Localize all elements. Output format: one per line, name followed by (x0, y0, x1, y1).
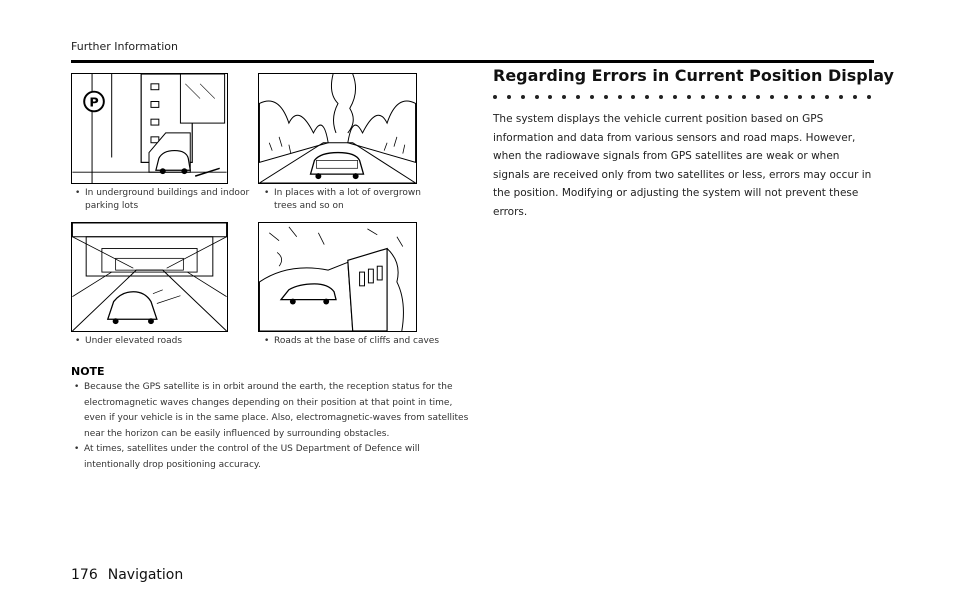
note-heading: NOTE (71, 365, 105, 378)
section-title: Regarding Errors in Current Position Display (493, 66, 894, 85)
note-item: • Because the GPS satellite is in orbit around the earth, the reception status for the electromagnetic waves changes depending on their position at that point in time, even if your vehicle is in the same place. Also, electromagnetic-waves from satellites near the horizon can be easily influenced by surrounding obstacles. (71, 380, 471, 442)
figure-cliff-road (258, 222, 417, 332)
forest-road-illustration (259, 74, 416, 183)
note-list (71, 380, 471, 473)
svg-text:P: P (89, 95, 99, 111)
cliff-road-illustration (259, 223, 416, 331)
section-body: The system displays the vehicle current position based on GPS information and data from various sensors and road maps. However, when the radiowave signals from GPS satellites are weak or when signals are received only from two satellites or less, errors may occur in the position. Modifying or adjusting the system will not prevent these errors. (493, 113, 872, 218)
parking-sign-icon (84, 92, 104, 112)
figure-caption: • In underground buildings and indoor parking lots (73, 187, 259, 213)
figure-caption: • In places with a lot of overgrown trees and so on (262, 187, 437, 213)
underground-parking-illustration (72, 74, 227, 183)
figure-overgrown-trees (258, 73, 417, 184)
header-rule (71, 60, 874, 63)
running-header: Further Information (71, 40, 178, 53)
dotted-divider (493, 91, 871, 103)
note-item: • At times, satellites under the control of the US Department of Defence will intentionally drop positioning accuracy. (71, 442, 471, 473)
figure-underground-parking (71, 73, 228, 184)
page-footer (71, 567, 183, 583)
chapter-name: Navigation (107, 567, 184, 583)
page-number: 176 (71, 567, 98, 583)
figure-caption: • Under elevated roads (73, 335, 259, 348)
figure-caption: • Roads at the base of cliffs and caves (262, 335, 452, 348)
figure-elevated-road (71, 222, 228, 332)
elevated-road-illustration (72, 223, 227, 331)
